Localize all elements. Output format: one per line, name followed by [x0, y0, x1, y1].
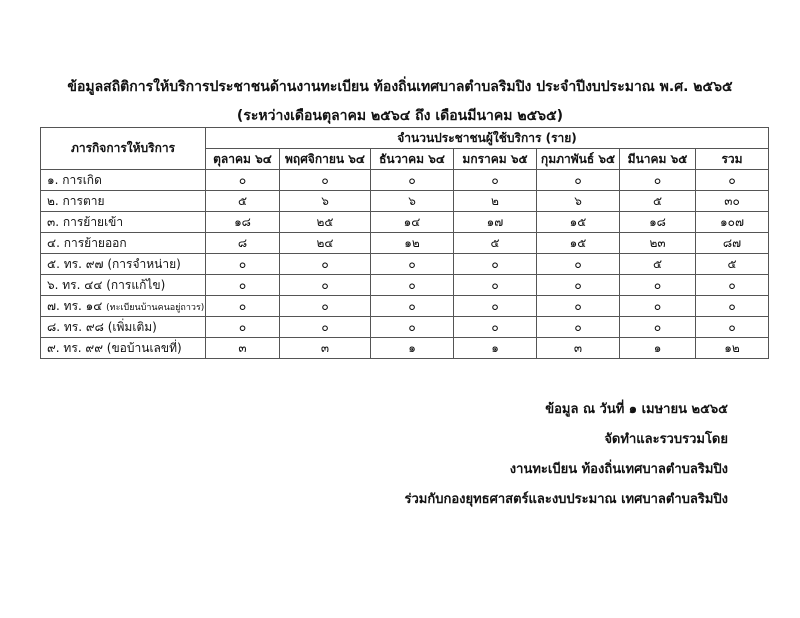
total-cell: ๑๒: [696, 338, 769, 359]
count-cell: ๐: [537, 275, 620, 296]
count-cell: ๖: [280, 191, 371, 212]
service-name: ๕. ทร. ๙๗ (การจำหน่าย): [47, 256, 181, 271]
table-row: [41, 275, 769, 296]
count-group-header: จำนวนประชาชนผู้ใช้บริการ (ราย): [206, 128, 769, 149]
count-cell: ๒๓: [620, 233, 696, 254]
count-cell: ๕: [620, 254, 696, 275]
count-cell: ๘: [206, 233, 280, 254]
count-cell: ๑๕: [537, 212, 620, 233]
total-cell: ๓๐: [696, 191, 769, 212]
count-cell: ๐: [280, 170, 371, 191]
table-row: [41, 317, 769, 338]
count-cell: ๐: [537, 254, 620, 275]
count-cell: ๑๕: [537, 233, 620, 254]
column-header: กุมภาพันธ์ ๖๕: [537, 149, 620, 170]
count-cell: ๐: [206, 275, 280, 296]
service-name-cell: [41, 170, 206, 191]
service-name: ๒. การตาย: [47, 193, 105, 208]
table-row: [41, 338, 769, 359]
count-cell: ๐: [206, 170, 280, 191]
column-header: พฤศจิกายน ๖๔: [280, 149, 371, 170]
service-name: ๙. ทร. ๙๙ (ขอบ้านเลขที่): [47, 340, 182, 355]
service-name: ๗. ทร. ๑๔: [47, 298, 107, 313]
count-cell: ๒๕: [280, 212, 371, 233]
count-cell: ๓: [280, 338, 371, 359]
total-cell: ๐: [696, 296, 769, 317]
count-cell: ๐: [280, 254, 371, 275]
service-name-cell: [41, 338, 206, 359]
count-cell: ๐: [537, 317, 620, 338]
count-cell: ๐: [371, 296, 454, 317]
total-cell: ๑๐๗: [696, 212, 769, 233]
service-name: ๔. การย้ายออก: [47, 235, 127, 250]
table-row: [41, 296, 769, 317]
count-cell: ๐: [371, 317, 454, 338]
document-title: ข้อมูลสถิติการให้บริการประชาชนด้านงานทะเบียน ท้องถิ่นเทศบาลตำบลริมปิง ประจำปีงบประมาณ พ.ศ. ๒๕๖๕: [67, 79, 733, 95]
count-cell: ๐: [537, 170, 620, 191]
table-row: [41, 254, 769, 275]
count-cell: ๐: [620, 317, 696, 338]
count-cell: ๑: [371, 338, 454, 359]
service-name: ๘. ทร. ๙๘ (เพิ่มเติม): [47, 319, 157, 334]
office-name: งานทะเบียน ท้องถิ่นเทศบาลตำบลริมปิง: [509, 462, 728, 477]
count-cell: ๑๘: [620, 212, 696, 233]
service-name: ๖. ทร. ๔๔ (การแก้ไข): [47, 277, 166, 292]
column-header: มีนาคม ๖๕: [620, 149, 696, 170]
column-header: ตุลาคม ๖๔: [206, 149, 280, 170]
service-column-header: ภารกิจการให้บริการ: [41, 128, 206, 170]
count-cell: ๐: [620, 275, 696, 296]
total-cell: ๘๗: [696, 233, 769, 254]
service-name: ๑. การเกิด: [47, 172, 102, 187]
column-header: มกราคม ๖๕: [454, 149, 537, 170]
service-name-cell: [41, 254, 206, 275]
service-name-note: (ทะเบียนบ้านคนอยู่ถาวร): [106, 302, 205, 313]
count-cell: ๐: [371, 170, 454, 191]
count-cell: ๑๘: [206, 212, 280, 233]
table-header-row-group: [41, 128, 769, 149]
partner-office: ร่วมกับกองยุทธศาสตร์และงบประมาณ เทศบาลตำบลริมปิง: [404, 492, 728, 507]
service-name-cell: [41, 212, 206, 233]
count-cell: ๖: [371, 191, 454, 212]
count-cell: ๓: [537, 338, 620, 359]
count-cell: ๖: [537, 191, 620, 212]
count-cell: ๐: [280, 296, 371, 317]
total-cell: ๐: [696, 317, 769, 338]
service-name-cell: [41, 233, 206, 254]
count-cell: ๐: [454, 254, 537, 275]
count-cell: ๕: [620, 191, 696, 212]
count-cell: ๐: [454, 296, 537, 317]
count-cell: ๒: [454, 191, 537, 212]
count-cell: ๐: [454, 317, 537, 338]
count-cell: ๐: [537, 296, 620, 317]
service-name-cell: [41, 296, 206, 317]
count-cell: ๑: [454, 338, 537, 359]
count-cell: ๐: [206, 254, 280, 275]
count-cell: ๐: [280, 275, 371, 296]
count-cell: ๐: [371, 275, 454, 296]
count-cell: ๐: [371, 254, 454, 275]
count-cell: ๐: [206, 296, 280, 317]
count-cell: ๐: [206, 317, 280, 338]
column-header-total: รวม: [696, 149, 769, 170]
count-cell: ๐: [454, 275, 537, 296]
count-cell: ๐: [620, 296, 696, 317]
service-name-cell: [41, 275, 206, 296]
count-cell: ๐: [620, 170, 696, 191]
service-name-cell: [41, 317, 206, 338]
service-name: ๓. การย้ายเข้า: [47, 214, 124, 229]
count-cell: ๓: [206, 338, 280, 359]
count-cell: ๐: [280, 317, 371, 338]
count-cell: ๑๔: [371, 212, 454, 233]
table-row: [41, 212, 769, 233]
total-cell: ๐: [696, 170, 769, 191]
service-name-cell: [41, 191, 206, 212]
service-statistics-table: [40, 127, 769, 359]
table-row: [41, 170, 769, 191]
count-cell: ๕: [206, 191, 280, 212]
count-cell: ๐: [454, 170, 537, 191]
total-cell: ๐: [696, 275, 769, 296]
count-cell: ๒๔: [280, 233, 371, 254]
compiled-by: จัดทำและรวบรวมโดย: [604, 432, 728, 447]
table-row: [41, 233, 769, 254]
data-date: ข้อมูล ณ วันที่ ๑ เมษายน ๒๕๖๕: [545, 402, 728, 417]
column-header: ธันวาคม ๖๔: [371, 149, 454, 170]
count-cell: ๑๒: [371, 233, 454, 254]
table-row: [41, 191, 769, 212]
count-cell: ๑๗: [454, 212, 537, 233]
count-cell: ๕: [454, 233, 537, 254]
count-cell: ๑: [620, 338, 696, 359]
document-subtitle: (ระหว่างเดือนตุลาคม ๒๕๖๔ ถึง เดือนมีนาคม ๒๕๖๕): [236, 108, 564, 124]
total-cell: ๕: [696, 254, 769, 275]
